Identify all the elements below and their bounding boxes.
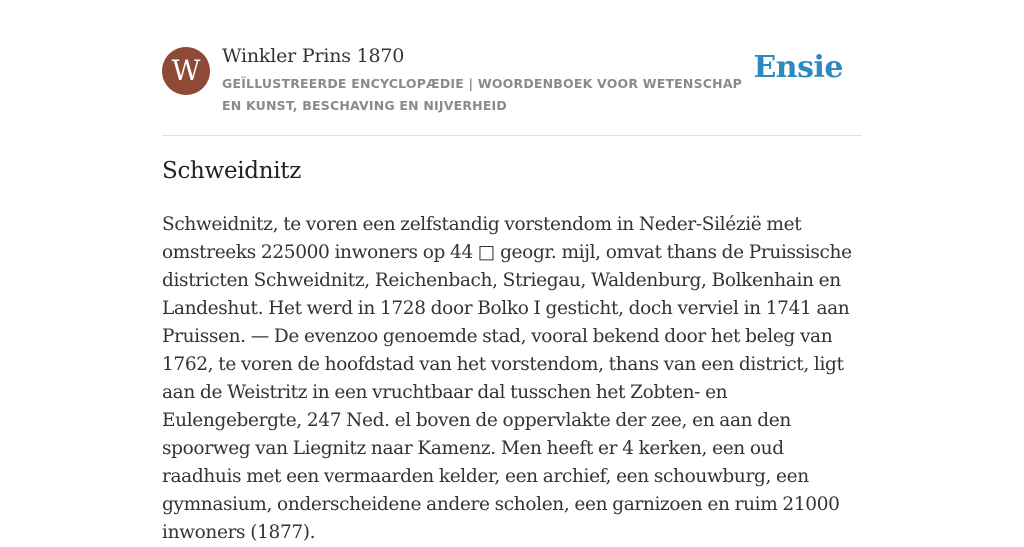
article-title: Schweidnitz: [162, 158, 302, 184]
book-subtitle: GEÏLLUSTREERDE ENCYCLOPÆDIE | WOORDENBOEK VOOR WETENSCHAP EN KUNST, BESCHAVING EN NIJVERHEID: [222, 76, 743, 113]
avatar[interactable]: W: [162, 47, 210, 95]
header: [162, 0, 862, 136]
book-title[interactable]: Winkler Prins 1870: [222, 45, 405, 67]
article-body: Schweidnitz, te voren een zelfstandig vorstendom in Neder-Silézië met omstreeks 225000 inwoners op 44 □ geogr. mijl, omvat thans de Pruissische districten Schweidnitz, Reichenbach, Striegau, Waldenburg, Bolkenhain en Landeshut. Het werd in 1728 door Bolko I gesticht, doch verviel in 1741 aan Pruissen. — De evenzoo genoemde stad, vooral bekend door het beleg van 1762, te voren de hoofdstad van het vorstendom, thans van een district, ligt aan de Weistritz in een vruchtbaar dal tusschen het Zobten- en Eulengebergte, 247 Ned. el boven de oppervlakte der zee, en aan den spoorweg van Liegnitz naar Kamenz. Men heeft er 4 kerken, een oud raadhuis met een vermaarden kelder, een archief, een schouwburg, een gymnasium, onderscheidene andere scholen, een garnizoen en ruim 21000 inwoners (1877).: [162, 214, 852, 543]
ensie-logo[interactable]: Ensie: [753, 50, 843, 85]
page: [162, 0, 862, 543]
